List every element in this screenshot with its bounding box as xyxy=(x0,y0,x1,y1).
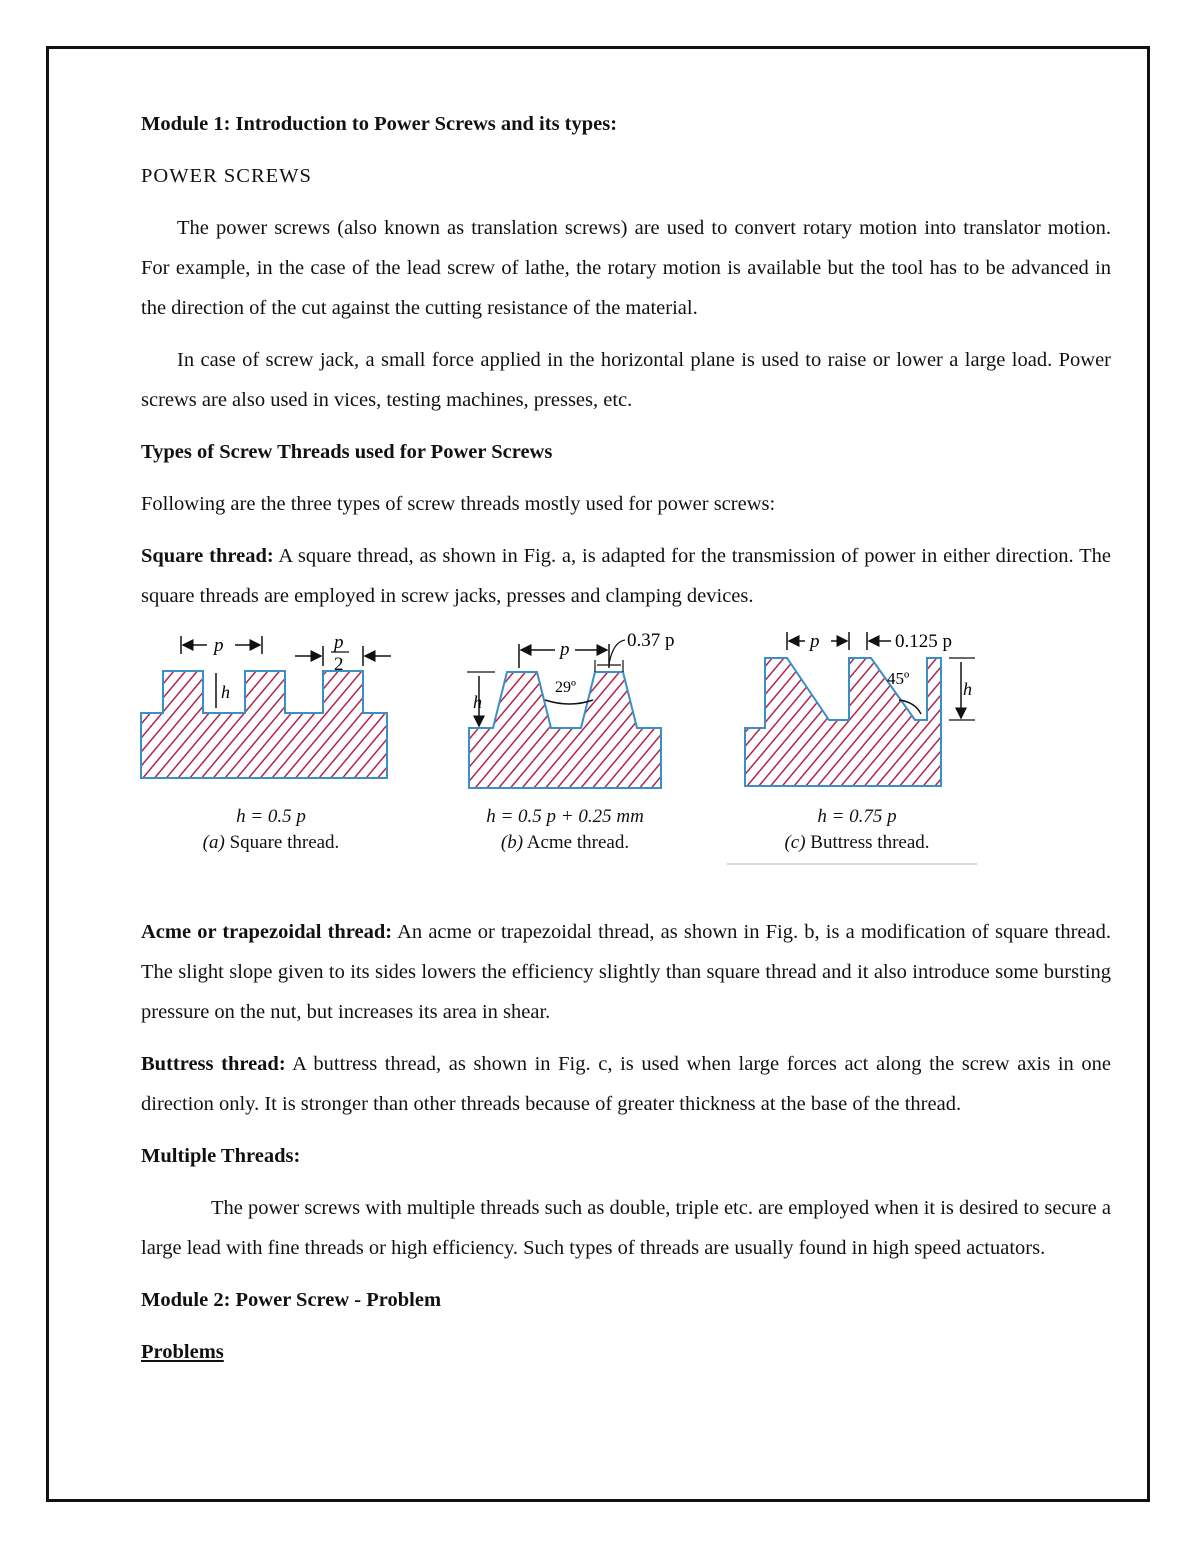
square-dim-p: p xyxy=(214,635,224,656)
acme-formula: h = 0.5 p + 0.25 mm xyxy=(486,806,644,827)
buttress-formula: h = 0.75 p xyxy=(817,806,897,827)
buttress-caption-text: Buttress thread. xyxy=(805,832,930,853)
square-caption-letter: (a) xyxy=(202,832,225,853)
square-thread-label: Square thread: xyxy=(141,545,274,567)
module1-title: Module 1: Introduction to Power Screws and its types: xyxy=(141,113,618,135)
multiple-threads-paragraph: The power screws with multiple threads such as double, triple etc. are employed when it is desired to secure a large lead with fine threads or high efficiency. Such types of threads are usually found in high speed actuators. xyxy=(141,1197,1112,1259)
buttress-dim-p: p xyxy=(810,631,820,652)
acme-caption-line xyxy=(435,830,695,856)
square-thread-profile xyxy=(141,671,387,778)
buttress-thread-profile xyxy=(745,658,941,786)
square-thread-diagram xyxy=(141,632,391,778)
square-dim-h: h xyxy=(221,682,230,702)
paragraph-intro: The power screws (also known as translation screws) are used to convert rotary motion into translator motion. For example, in the case of the lead screw of lathe, the rotary motion is available but the tool has to be advanced in the direction of the cut against the cutting resistance of the material. xyxy=(141,217,1111,319)
module2-title: Module 2: Power Screw - Problem xyxy=(141,1289,442,1311)
acme-angle: 29º xyxy=(555,679,576,696)
types-heading: Types of Screw Threads used for Power Screws xyxy=(141,441,553,463)
buttress-thread-paragraph xyxy=(141,1044,1111,1124)
square-dim-half-num: p xyxy=(334,632,344,653)
square-formula: h = 0.5 p xyxy=(236,806,306,827)
buttress-angle: 45º xyxy=(887,669,910,688)
buttress-thread-label: Buttress thread: xyxy=(141,1053,286,1075)
square-thread-paragraph xyxy=(141,536,1111,616)
thread-types-figure xyxy=(115,628,1165,898)
acme-thread-diagram xyxy=(467,630,675,788)
square-dim-half-den: 2 xyxy=(334,654,344,675)
square-caption-line xyxy=(141,830,401,856)
buttress-caption-line xyxy=(727,830,987,856)
square-thread-text: A square thread, as shown in Fig. a, is adapted for the transmission of power in either direction. The square threads are employed in screw jacks, presses and clamping devices. xyxy=(141,545,1111,607)
buttress-thread-text: A buttress thread, as shown in Fig. c, is used when large forces act along the screw axis in one direction only. It is stronger than other threads because of greater thickness at the base of the thread. xyxy=(141,1053,1111,1115)
buttress-thread-diagram xyxy=(745,631,975,786)
multiple-threads-heading: Multiple Threads: xyxy=(141,1145,301,1167)
buttress-caption-letter: (c) xyxy=(784,832,806,853)
acme-caption xyxy=(435,804,695,856)
types-intro: Following are the three types of screw threads mostly used for power screws: xyxy=(141,493,776,515)
paragraph-screw-jack: In case of screw jack, a small force applied in the horizontal plane is used to raise or lower a large load. Power screws are also used in vices, testing machines, presses, etc. xyxy=(141,349,1111,411)
acme-thread-label: Acme or trapezoidal thread: xyxy=(141,921,393,943)
square-caption xyxy=(141,804,401,856)
thread-diagrams xyxy=(115,628,1165,898)
buttress-dim-h: h xyxy=(963,679,972,699)
acme-dim-top: 0.37 p xyxy=(627,630,675,651)
acme-dim-h: h xyxy=(473,692,482,712)
acme-thread-paragraph xyxy=(141,912,1111,1032)
acme-caption-letter: (b) xyxy=(500,832,524,853)
section-title: POWER SCREWS xyxy=(141,165,312,187)
buttress-dim-top: 0.125 p xyxy=(895,631,952,652)
square-caption-text: Square thread. xyxy=(224,832,340,853)
problems-heading: Problems xyxy=(141,1341,224,1363)
buttress-caption xyxy=(727,804,987,856)
acme-thread-text: An acme or trapezoidal thread, as shown in Fig. b, is a modification of square thread. The slight slope given to its sides lowers the efficiency slightly than square thread and it also introduce some bursting pressure on the nut, but increases its area in shear. xyxy=(141,921,1111,1023)
document-body xyxy=(141,104,1111,1384)
acme-dim-p: p xyxy=(560,639,570,660)
acme-caption-text: Acme thread. xyxy=(523,832,630,853)
